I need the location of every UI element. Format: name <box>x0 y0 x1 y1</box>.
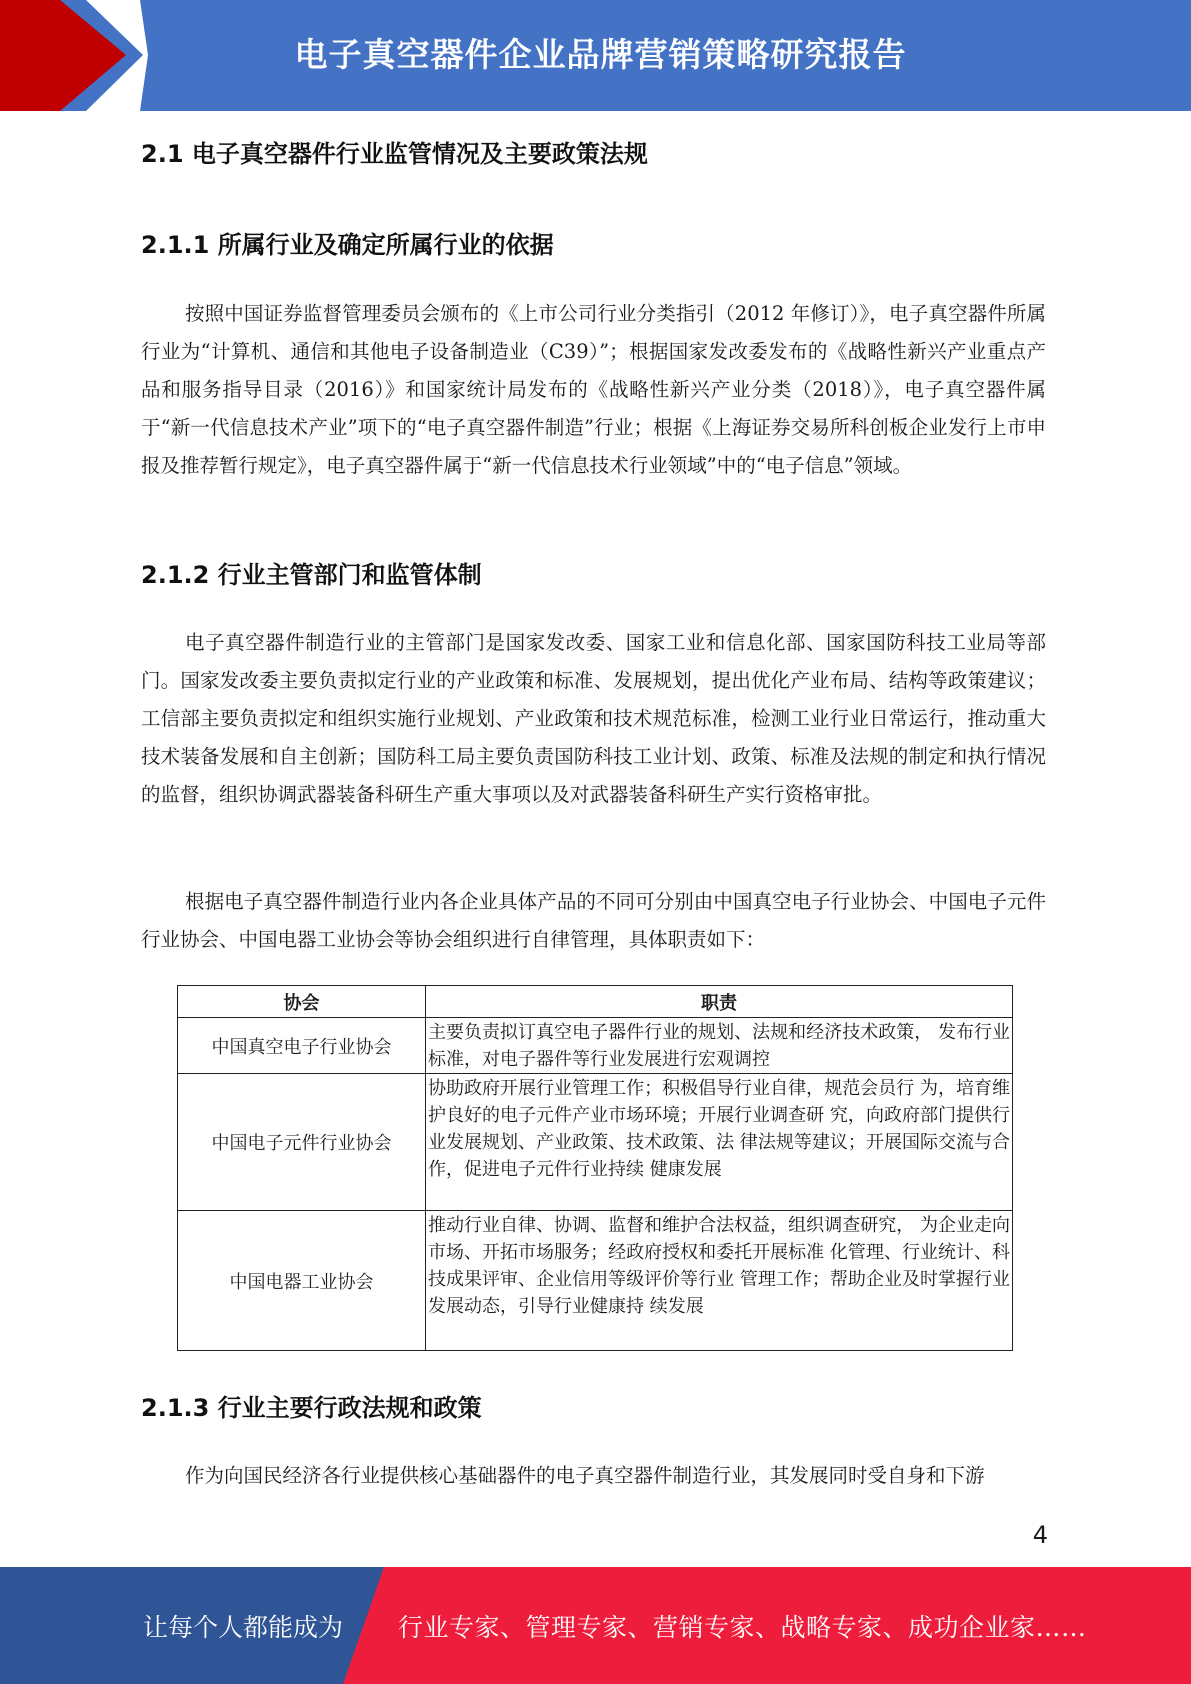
association-name: 中国电子元件行业协会 <box>178 1074 426 1211</box>
table-row <box>178 1018 1013 1074</box>
table-header-association: 协会 <box>178 986 426 1018</box>
section-2-1-3-heading: 2.1.3 行业主要行政法规和政策 <box>141 1394 482 1422</box>
footer-slogan-left: 让每个人都能成为 <box>143 1612 344 1642</box>
table-row <box>178 1074 1013 1211</box>
page-footer <box>0 1567 1191 1684</box>
paragraph-industry-classification: 按照中国证券监督管理委员会颁布的《上市公司行业分类指引（2012 年修订）》，电子真空器件所属行业为“计算机、通信和其他电子设备制造业（C39）”；根据国家发改委发布的《战略性新兴产业重点产品和服务指导目录（2016）》和国家统计局发布的《战略性新兴产业分类（2018）》，电子真空器件属于“新一代信息技术产业”项下的“电子真空器件制造”行业；根据《上海证券交易所科创板企业发行上市申报及推荐暂行规定》，电子真空器件属于“新一代信息技术行业领域”中的“电子信息”领域。 <box>141 302 1046 477</box>
page-header <box>0 0 1191 111</box>
association-duties-table <box>177 985 1013 1351</box>
association-duty: 协助政府开展行业管理工作；积极倡导行业自律，规范会员行 为，培育维护良好的电子元件产业市场环境；开展行业调查研 究，向政府部门提供行业发展规划、产业政策、技术政策、法 律法规等建议；开展国际交流与合作，促进电子元件行业持续 健康发展 <box>426 1074 1013 1211</box>
association-name: 中国真空电子行业协会 <box>178 1018 426 1074</box>
table-row <box>178 1211 1013 1351</box>
paragraph-self-regulation: 根据电子真空器件制造行业内各企业具体产品的不同可分别由中国真空电子行业协会、中国电子元件行业协会、中国电器工业协会等协会组织进行自律管理，具体职责如下： <box>141 890 1046 951</box>
paragraph-policies-intro: 作为向国民经济各行业提供核心基础器件的电子真空器件制造行业，其发展同时受自身和下游 <box>185 1464 985 1487</box>
association-duty: 推动行业自律、协调、监督和维护合法权益，组织调查研究， 为企业走向市场、开拓市场服务；经政府授权和委托开展标准 化管理、行业统计、科技成果评审、企业信用等级评价等行业 管理工作；帮助企业及时掌握行业发展动态，引导行业健康持 续发展 <box>426 1211 1013 1351</box>
footer-slogan-right: 行业专家、管理专家、营销专家、战略专家、成功企业家…… <box>398 1612 1087 1642</box>
table-header-row <box>178 986 1013 1018</box>
table-header-duties: 职责 <box>426 986 1013 1018</box>
report-title: 电子真空器件企业品牌营销策略研究报告 <box>294 34 907 74</box>
paragraph-regulatory-authorities: 电子真空器件制造行业的主管部门是国家发改委、国家工业和信息化部、国家国防科技工业局等部门。国家发改委主要负责拟定行业的产业政策和标准、发展规划，提出优化产业布局、结构等政策建议；工信部主要负责拟定和组织实施行业规划、产业政策和技术规范标准，检测工业行业日常运行，推动重大技术装备发展和自主创新；国防科工局主要负责国防科技工业计划、政策、标准及法规的制定和执行情况的监督，组织协调武器装备科研生产重大事项以及对武器装备科研生产实行资格审批。 <box>141 631 1046 806</box>
section-2-1-heading: 2.1 电子真空器件行业监管情况及主要政策法规 <box>141 140 648 168</box>
section-2-1-2-heading: 2.1.2 行业主管部门和监管体制 <box>141 561 482 589</box>
section-2-1-1-heading: 2.1.1 所属行业及确定所属行业的依据 <box>141 231 554 259</box>
association-name: 中国电器工业协会 <box>178 1211 426 1351</box>
page-number: 4 <box>1032 1521 1048 1549</box>
association-duty: 主要负责拟订真空电子器件行业的规划、法规和经济技术政策， 发布行业标准，对电子器件等行业发展进行宏观调控 <box>426 1018 1013 1074</box>
